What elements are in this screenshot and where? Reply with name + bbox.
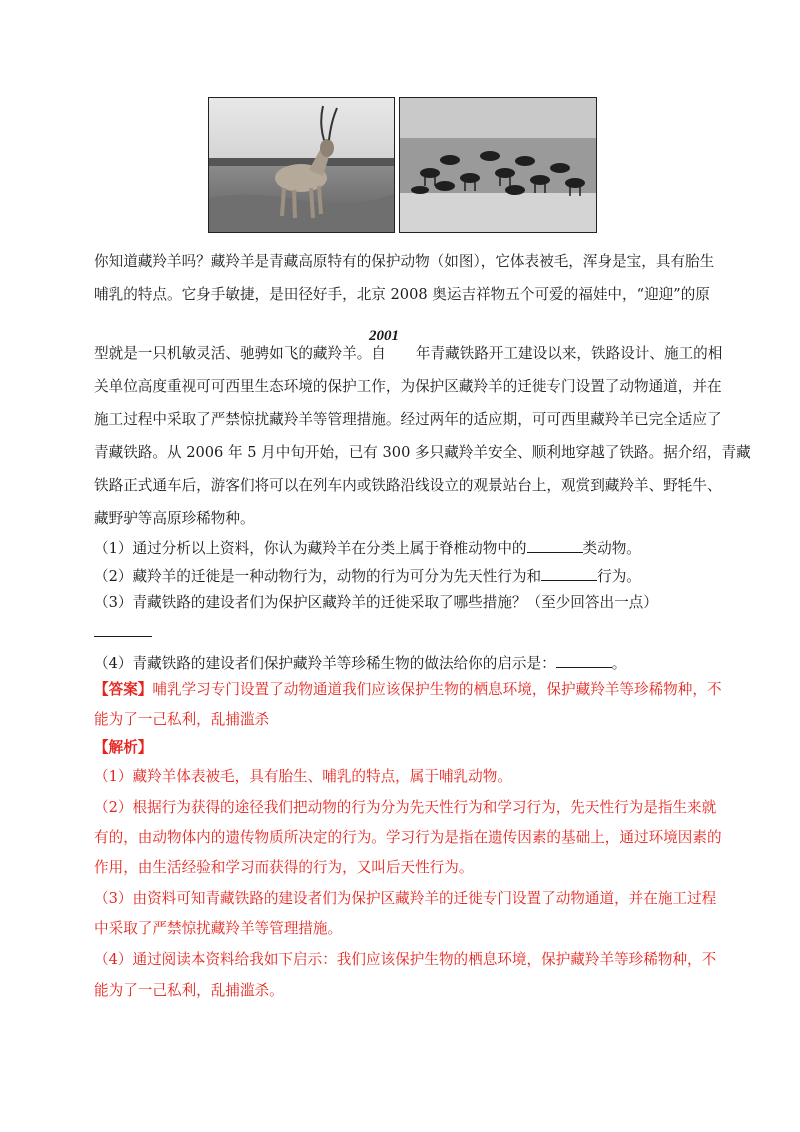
passage-line-1: 你知道藏羚羊吗？藏羚羊是青藏高原特有的保护动物（如图），它体表被毛，浑身是宝，具有胎生 (94, 253, 715, 270)
passage-line-6: 青藏铁路。从 2006 年 5 月中旬开始，已有 300 多只藏羚羊安全、顺利地穿越了铁路。据介绍，青藏 (94, 444, 751, 461)
question-3: （3）青藏铁路的建设者们为保护区藏羚羊的迁徙采取了哪些措施？（至少回答出一点） (94, 594, 658, 611)
question-4-text: （4）青藏铁路的建设者们保护藏羚羊等珍稀生物的做法给你的启示是： (94, 655, 556, 672)
answer-blank-2[interactable] (541, 565, 597, 581)
question-4-suffix: 。 (611, 655, 627, 672)
passage-line-7: 铁路正式通车后，游客们将可以在列车内或铁路沿线设立的观景站台上，观赏到藏羚羊、野牦牛、 (94, 477, 722, 494)
analysis-3-line-1: （3）由资料可知青藏铁路的建设者们为保护区藏羚羊的迁徙专门设置了动物通道，并在施工过程 (94, 890, 717, 907)
passage-line-3-end: 年青藏铁路开工建设以来，铁路设计、施工的相 (415, 345, 723, 362)
answer-line-2: 能为了一己私利，乱捕滥杀 (94, 711, 270, 728)
question-4 (94, 652, 714, 674)
passage-line-2: 哺乳的特点。它身手敏捷，是田径好手，北京 2008 奥运吉祥物五个可爱的福娃中，“迎迎”的原 (94, 286, 710, 303)
analysis-2-line-2: 有的，由动物体内的遗传物质所决定的行为。学习行为是指在遗传因素的基础上，通过环境因素的 (94, 829, 722, 846)
analysis-label: 【解析】 (94, 739, 153, 756)
question-1-suffix: 类动物。 (582, 540, 641, 557)
passage-line-3-start: 型就是一只机敏灵活、驰骋如飞的藏羚羊。自 (94, 345, 386, 362)
answer-line-1 (94, 680, 722, 700)
question-2-text: （2）藏羚羊的迁徙是一种动物行为，动物的行为可分为先天性行为和 (94, 568, 542, 585)
analysis-4-line-2: 能为了一己私利，乱捕滥杀。 (94, 982, 284, 999)
passage-line-8: 藏野驴等高原珍稀物种。 (94, 510, 255, 527)
antelope-portrait-photo (208, 97, 395, 233)
passage-line-3 (94, 344, 723, 364)
analysis-4-line-1: （4）通过阅读本资料给我如下启示：我们应该保护生物的栖息环境，保护藏羚羊等珍稀物种，不 (94, 951, 717, 968)
passage-line-4: 关单位高度重视可可西里生态环境的保护工作，为保护区藏羚羊的迁徙专门设置了动物通道，并在 (94, 378, 722, 395)
answer-text-1: 哺乳学习专门设置了动物通道我们应该保护生物的栖息环境，保护藏羚羊等珍稀物种，不 (152, 681, 722, 698)
answer-blank-1[interactable] (527, 537, 583, 553)
question-1 (94, 537, 714, 559)
question-2 (94, 565, 714, 587)
analysis-3-line-2: 中采取了严禁惊扰藏羚羊等管理措施。 (94, 920, 343, 937)
question-1-text: （1）通过分析以上资料，你认为藏羚羊在分类上属于脊椎动物中的 (94, 540, 527, 557)
answer-blank-3[interactable] (94, 636, 152, 637)
answer-label: 【答案】 (94, 681, 153, 698)
question-2-suffix: 行为。 (597, 568, 641, 585)
analysis-2-line-1: （2）根据行为获得的途径我们把动物的行为分为先天性行为和学习行为，先天性行为是指生来就 (94, 799, 717, 816)
analysis-1: （1）藏羚羊体表被毛，具有胎生、哺乳的特点，属于哺乳动物。 (94, 768, 512, 785)
antelope-herd-photo (399, 97, 597, 233)
year-2001: 2001 (369, 328, 399, 344)
analysis-2-line-3: 作用，由生活经验和学习而获得的行为，又叫后天性行为。 (94, 859, 474, 876)
answer-blank-4[interactable] (556, 652, 612, 668)
passage-line-5: 施工过程中采取了严禁惊扰藏羚羊等管理措施。经过两年的适应期，可可西里藏羚羊已完全适应了 (94, 411, 722, 428)
